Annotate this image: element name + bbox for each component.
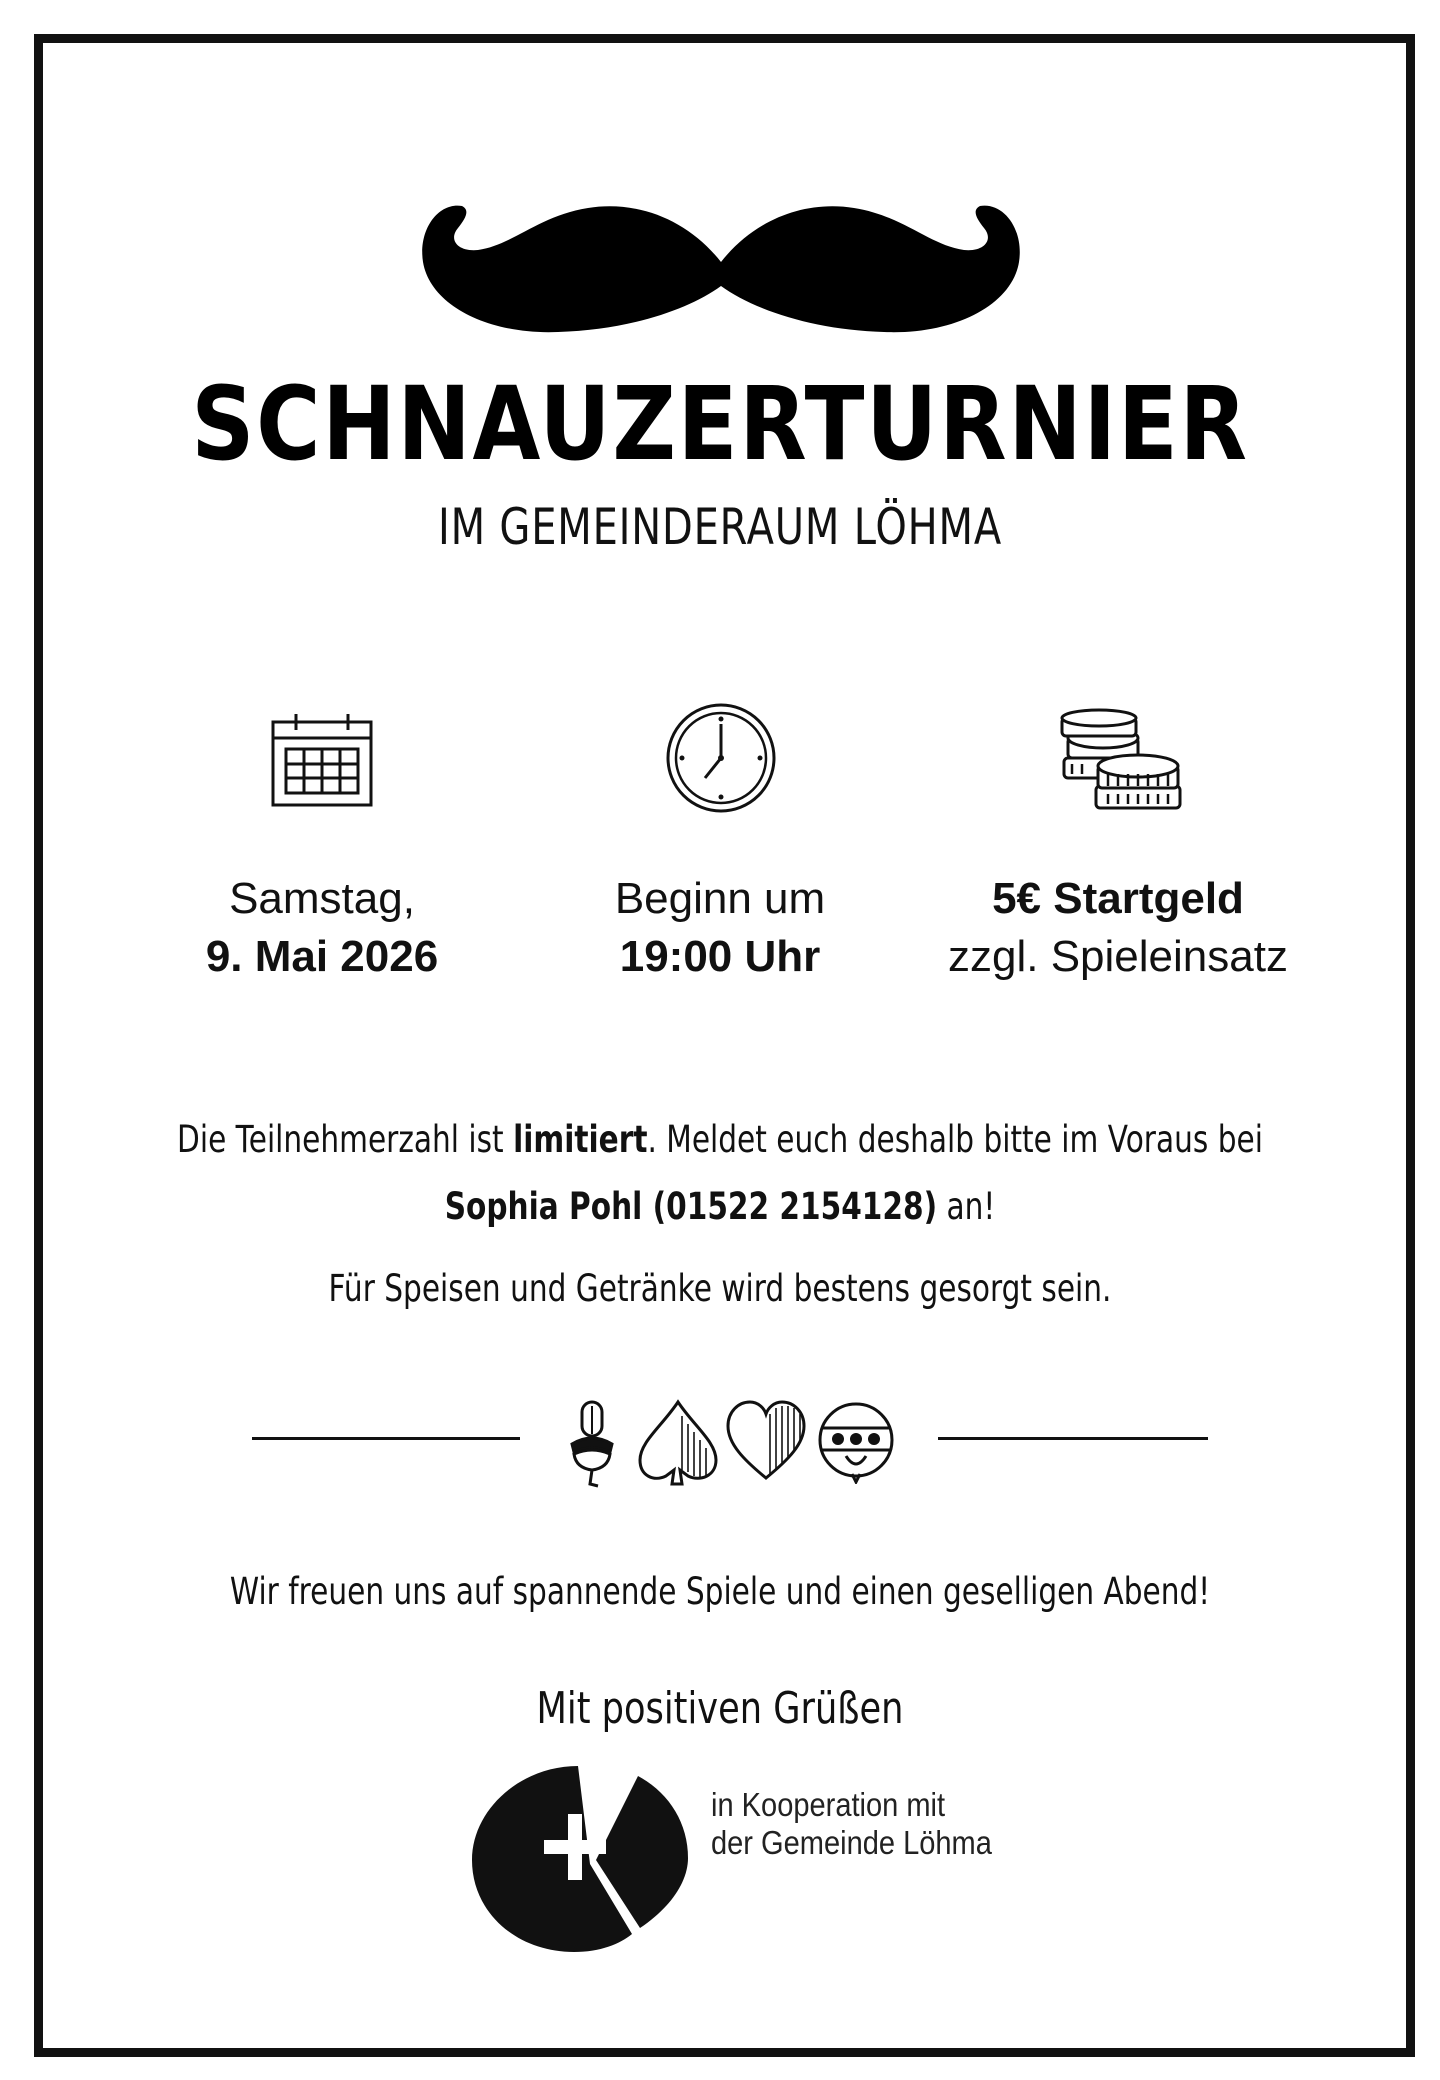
- page-subtitle: IM GEMEINDERAUM LÖHMA: [437, 498, 1002, 556]
- mustache-icon: [418, 190, 1024, 350]
- fee-value: 5€ Startgeld: [992, 874, 1244, 923]
- calendar-icon: [270, 712, 374, 808]
- registration-contact-line: Sophia Pohl (01522 2154128) an!: [444, 1185, 996, 1228]
- fee-note: zzgl. Spieleinsatz: [948, 932, 1288, 981]
- acorn-icon: [566, 1398, 618, 1488]
- info-fee: [908, 870, 1328, 986]
- closing-text: Wir freuen uns auf spannende Spiele und einen geselligen Abend!: [229, 1570, 1211, 1613]
- clock-icon: [665, 702, 777, 814]
- divider-right: [938, 1437, 1208, 1440]
- greeting-text: Mit positiven Grüßen: [536, 1683, 904, 1734]
- circle-cross-logo: [470, 1762, 690, 1954]
- divider-left: [252, 1437, 520, 1440]
- date-value: 9. Mai 2026: [205, 932, 439, 981]
- contact-person: Sophia Pohl (01522 2154128): [444, 1185, 938, 1228]
- heart-icon: [724, 1398, 808, 1482]
- coins-icon: [1060, 708, 1184, 812]
- time-value: 19:00 Uhr: [619, 932, 821, 981]
- info-date: [112, 870, 532, 986]
- leaf-icon: [636, 1398, 720, 1488]
- date-weekday: Samstag,: [229, 874, 415, 923]
- time-label: Beginn um: [614, 874, 826, 923]
- limited-emphasis: limitiert: [513, 1118, 648, 1161]
- page-title: SCHNAUZERTURNIER: [191, 365, 1249, 484]
- bell-icon: [816, 1400, 896, 1484]
- info-time: [510, 870, 930, 986]
- cooperation-text: in Kooperation mit der Gemeinde Löhma: [711, 1786, 992, 1861]
- catering-text: Für Speisen und Getränke wird bestens gesorgt sein.: [328, 1267, 1112, 1310]
- registration-text: Die Teilnehmerzahl ist limitiert. Meldet euch deshalb bitte im Voraus bei: [177, 1118, 1263, 1161]
